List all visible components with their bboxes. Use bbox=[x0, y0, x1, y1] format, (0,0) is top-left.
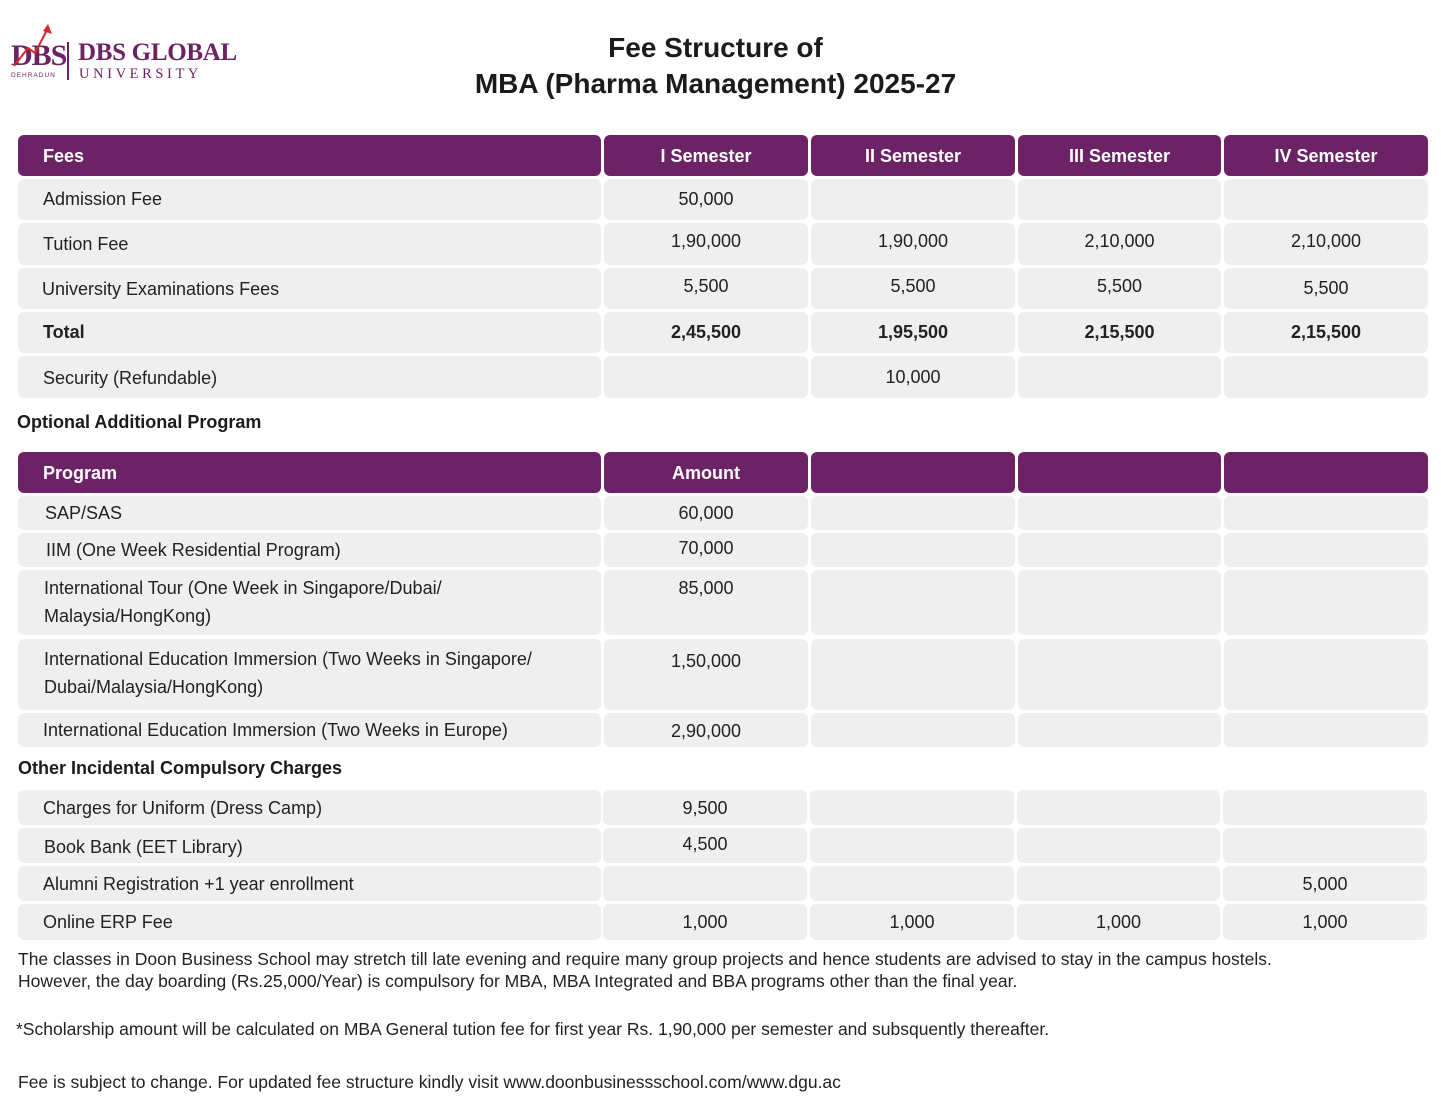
table-row-label: International Education Immersion (Two Weeks in Singapore/ Dubai/Malaysia/HongKong) bbox=[18, 639, 601, 710]
table-cell: 5,500 bbox=[1018, 268, 1221, 309]
table-cell: 2,90,000 bbox=[604, 713, 808, 747]
table-cell: 5,500 bbox=[604, 268, 808, 309]
table-cell bbox=[1224, 570, 1428, 635]
optional-header-amount: Amount bbox=[604, 452, 808, 493]
optional-header-blank bbox=[1018, 452, 1221, 493]
table-cell bbox=[1224, 639, 1428, 710]
table-cell: 60,000 bbox=[604, 496, 808, 530]
table-row-label: Security (Refundable) bbox=[18, 356, 601, 398]
table-row-label: Online ERP Fee bbox=[18, 904, 601, 940]
table-cell bbox=[811, 496, 1015, 530]
table-row-label: Charges for Uniform (Dress Camp) bbox=[18, 790, 601, 825]
table-cell: 2,10,000 bbox=[1224, 223, 1428, 265]
note-paragraph-line1: The classes in Doon Business School may stretch till late evening and require many group projects and hence students are advised to stay in the campus hostels. bbox=[18, 949, 1272, 969]
table-cell bbox=[1018, 639, 1221, 710]
other-section-title: Other Incidental Compulsory Charges bbox=[18, 758, 343, 778]
table-row-label: International Tour (One Week in Singapore/Dubai/ Malaysia/HongKong) bbox=[18, 570, 601, 635]
logo-name: DBS GLOBAL bbox=[78, 39, 237, 66]
table-cell bbox=[1018, 713, 1221, 747]
table-cell: 10,000 bbox=[811, 356, 1015, 398]
fees-header-sem3: III Semester bbox=[1018, 135, 1221, 176]
table-cell bbox=[1224, 179, 1428, 220]
table-cell: 85,000 bbox=[604, 570, 808, 635]
table-cell: 1,50,000 bbox=[604, 639, 808, 710]
table-cell bbox=[1223, 790, 1427, 825]
table-cell: 4,500 bbox=[603, 828, 807, 863]
table-row-label: University Examinations Fees bbox=[18, 268, 601, 309]
table-cell bbox=[811, 570, 1015, 635]
table-cell: 1,90,000 bbox=[811, 223, 1015, 265]
table-row-label: International Education Immersion (Two Weeks in Europe) bbox=[18, 713, 601, 747]
page-title-line2: MBA (Pharma Management) 2025-27 bbox=[474, 68, 957, 99]
table-cell bbox=[1018, 496, 1221, 530]
table-row-label: Admission Fee bbox=[18, 179, 601, 220]
page-title-line1: Fee Structure of bbox=[608, 32, 823, 63]
table-cell: 1,000 bbox=[810, 904, 1014, 940]
table-cell-total: 2,15,500 bbox=[1224, 312, 1428, 353]
table-cell bbox=[1223, 828, 1427, 863]
table-cell: 70,000 bbox=[604, 533, 808, 567]
table-cell: 1,000 bbox=[1223, 904, 1427, 940]
table-cell bbox=[811, 179, 1015, 220]
table-cell bbox=[810, 866, 1014, 901]
table-cell: 5,500 bbox=[811, 268, 1015, 309]
table-cell bbox=[1224, 496, 1428, 530]
table-cell: 1,000 bbox=[1017, 904, 1220, 940]
table-cell bbox=[604, 356, 808, 398]
optional-header-blank bbox=[811, 452, 1015, 493]
fees-header-sem1: I Semester bbox=[604, 135, 808, 176]
table-row-label-total: Total bbox=[18, 312, 601, 353]
table-cell: 9,500 bbox=[603, 790, 807, 825]
table-cell bbox=[810, 790, 1014, 825]
table-cell-total: 2,15,500 bbox=[1018, 312, 1221, 353]
table-row-label: SAP/SAS bbox=[18, 496, 601, 530]
table-cell bbox=[811, 639, 1015, 710]
disclaimer-note: Fee is subject to change. For updated fee structure kindly visit www.doonbusinessschool.com/www.dgu.ac bbox=[18, 1072, 841, 1092]
table-cell bbox=[1017, 866, 1220, 901]
table-cell: 1,90,000 bbox=[604, 223, 808, 265]
table-cell bbox=[811, 713, 1015, 747]
table-cell bbox=[1018, 356, 1221, 398]
table-row-label: Alumni Registration +1 year enrollment bbox=[18, 866, 601, 901]
table-cell: 5,500 bbox=[1224, 268, 1428, 309]
table-row-label: IIM (One Week Residential Program) bbox=[18, 533, 601, 567]
table-row-label: Book Bank (EET Library) bbox=[18, 828, 601, 863]
table-cell bbox=[810, 828, 1014, 863]
note-paragraph-line2: However, the day boarding (Rs.25,000/Year) is compulsory for MBA, MBA Integrated and BBA programs other than the final year. bbox=[18, 971, 1018, 991]
table-cell bbox=[1017, 828, 1220, 863]
table-cell bbox=[603, 866, 807, 901]
table-cell bbox=[1224, 356, 1428, 398]
fees-header-sem2: II Semester bbox=[811, 135, 1015, 176]
table-cell bbox=[1224, 533, 1428, 567]
table-cell-total: 1,95,500 bbox=[811, 312, 1015, 353]
table-cell: 2,10,000 bbox=[1018, 223, 1221, 265]
table-cell bbox=[1017, 790, 1220, 825]
table-cell bbox=[1018, 179, 1221, 220]
scholarship-note: *Scholarship amount will be calculated on MBA General tution fee for first year Rs. 1,90,000 per semester and subsquently thereafter. bbox=[16, 1019, 1050, 1039]
optional-section-title: Optional Additional Program bbox=[17, 412, 262, 432]
table-cell: 50,000 bbox=[604, 179, 808, 220]
fees-header-sem4: IV Semester bbox=[1224, 135, 1428, 176]
table-cell: 1,000 bbox=[603, 904, 807, 940]
table-row-label: Tution Fee bbox=[18, 223, 601, 265]
table-cell bbox=[1018, 570, 1221, 635]
table-cell-total: 2,45,500 bbox=[604, 312, 808, 353]
table-cell: 5,000 bbox=[1223, 866, 1427, 901]
table-cell bbox=[811, 533, 1015, 567]
logo-city: DEHRADUN bbox=[11, 72, 56, 79]
logo-subname: UNIVERSITY bbox=[79, 66, 202, 82]
fees-header-label: Fees bbox=[18, 135, 601, 176]
logo-mark: DBS bbox=[11, 39, 67, 72]
table-cell bbox=[1224, 713, 1428, 747]
table-cell bbox=[1018, 533, 1221, 567]
optional-header-blank bbox=[1224, 452, 1428, 493]
optional-header-program: Program bbox=[18, 452, 601, 493]
